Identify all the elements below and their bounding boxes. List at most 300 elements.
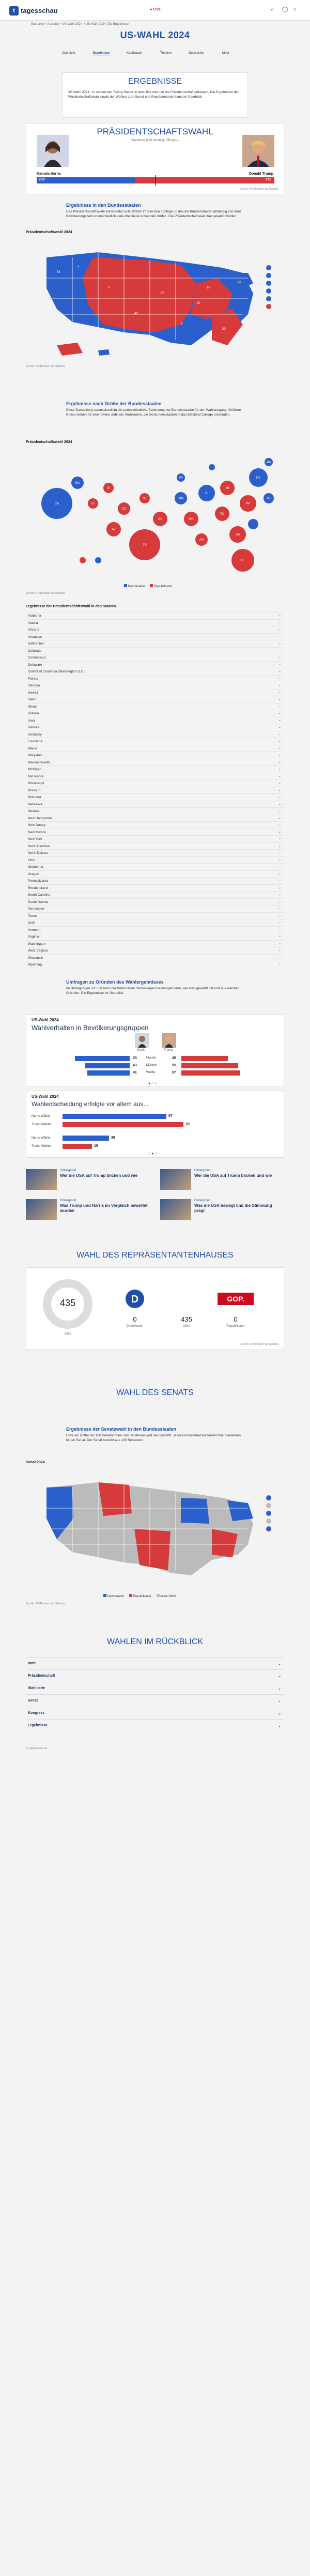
state-name: Illinois [28,704,38,709]
senate-legend-d: Demokraten [107,1595,125,1598]
chevron-down-icon[interactable]: ⌄ [278,900,281,903]
tab-overview[interactable]: Übersicht [62,52,75,55]
state-row[interactable] [26,891,284,898]
state-row[interactable] [26,842,284,849]
related-title[interactable]: Was Trump und Harris im Vergleich bewertet wurden [60,1203,148,1213]
related-thumbnail[interactable] [160,1169,191,1190]
state-row[interactable] [26,933,284,940]
state-row[interactable] [26,682,284,688]
chevron-down-icon[interactable]: ⌄ [278,1712,281,1715]
state-row[interactable] [26,703,284,710]
chevron-down-icon[interactable]: ⌄ [278,774,281,778]
survey2-row-label: Trump-Wähler [32,1145,52,1148]
state-name: Iowa [28,718,35,723]
chevron-down-icon[interactable]: ⌄ [278,928,281,931]
state-row[interactable] [26,787,284,793]
state-row[interactable] [26,654,284,661]
bubble-chart[interactable] [26,447,284,581]
state-name: New Hampshire [28,816,52,820]
state-row[interactable] [26,773,284,779]
chevron-down-icon[interactable]: ⌄ [278,942,281,945]
state-name: New Jersey [28,823,45,827]
page-title: US-WAHL 2024 [120,30,190,40]
state-name: Kentucky [28,732,42,737]
state-name: Pennsylvania [28,879,48,883]
state-row[interactable] [26,877,284,884]
president-widget [26,123,284,194]
related-thumbnail[interactable] [26,1199,57,1220]
state-row[interactable] [26,905,284,912]
chevron-down-icon[interactable]: ⌄ [278,907,281,910]
svg-text:28: 28 [238,281,241,284]
survey2-value: 30 [111,1136,115,1140]
survey2-row-label: Harris-Wähler [32,1115,51,1118]
survey2-bar [63,1114,166,1119]
us-map-senate[interactable] [26,1467,284,1591]
state-name: South Dakota [28,900,49,904]
breadcrumb[interactable]: Startseite > Ausland > US-Wahl 2024 > US-Wahl 2024: Die Ergebnisse [31,23,129,26]
survey2-bar [63,1136,109,1141]
svg-text:UT: UT [91,502,95,505]
state-name: Delaware [28,663,42,667]
survey1-right-bar [181,1063,238,1068]
tab-history[interactable]: Geschichte [189,52,205,55]
senate-heading: WAHL DES SENATS [116,1388,194,1397]
state-row[interactable] [26,815,284,821]
state-name: Hawaii [28,691,38,695]
chevron-down-icon[interactable]: ⌄ [278,628,281,631]
chevron-down-icon[interactable]: ⌄ [278,921,281,924]
state-name: Alabama [28,614,41,618]
state-row[interactable] [26,779,284,786]
related-title[interactable]: Wer die USA auf Trump blicken und wie [60,1173,138,1178]
map-text: Das Präsidentschaftswahl entscheidet sich letztlich im Electoral College, in das die Bundesstaaten abhängig von ihrer Bevölkerungszahl unterschiedlich viele Wahlleute entsenden dürfen. Die Präsidentschaftswahl hat gewählt werden. [66,210,241,218]
state-name: Massachusetts [28,760,51,764]
survey1-pager[interactable]: ● ○ ○ [148,1082,157,1085]
svg-text:TX: TX [143,544,147,547]
svg-text:TN: TN [220,513,224,516]
threshold-line [155,175,156,186]
state-row[interactable] [26,926,284,933]
state-name: North Dakota [28,851,48,855]
state-row[interactable] [26,668,284,674]
senate-legend [103,1594,176,1598]
chevron-down-icon[interactable]: ⌄ [278,865,281,868]
chevron-down-icon[interactable]: ⌄ [278,844,281,848]
review-row[interactable] [26,1657,284,1669]
state-row[interactable] [26,765,284,772]
related-article[interactable] [160,1169,284,1195]
state-name: South Carolina [28,893,50,897]
state-name: Washington [28,942,46,946]
state-row[interactable] [26,863,284,870]
related-title[interactable]: Was die USA bewegt und die Stimmung prägt [194,1203,272,1213]
review-row[interactable] [26,1694,284,1707]
related-thumbnail[interactable] [160,1199,191,1220]
related-thumbnail[interactable] [26,1169,57,1190]
state-name: Arkansas [28,635,42,639]
survey1-title: Wahlverhalten in Bevölkerungsgruppen [32,1024,149,1032]
state-row[interactable] [26,829,284,835]
review-row-label: Präsidentschaft [28,1674,55,1678]
state-row[interactable] [26,724,284,730]
survey1-left-value: 53 [133,1056,137,1060]
president-subtitle: Wahlleute (270 benötigt, 538 ges.) [131,139,179,142]
state-row[interactable] [26,849,284,856]
footer-note: © tagesschau.de [26,1747,48,1750]
state-row[interactable] [26,696,284,702]
search-icon[interactable]: ⌕ [271,7,274,12]
review-row[interactable] [26,1682,284,1694]
tab-bar [62,52,248,59]
live-badge[interactable]: ● LIVE [150,8,161,11]
state-row[interactable] [26,835,284,842]
review-row[interactable] [26,1669,284,1682]
survey1-row-label: Weiße [146,1071,156,1074]
related-title[interactable]: Wer die USA auf Trump blicken und wie [194,1173,272,1178]
chevron-down-icon[interactable]: ⌄ [278,677,281,680]
chevron-down-icon[interactable]: ⌄ [278,1699,281,1703]
state-row[interactable] [26,675,284,682]
candidate-left-photo [37,135,69,167]
svg-text:GA: GA [235,533,240,536]
svg-text:MO: MO [189,518,194,521]
svg-text:WA: WA [75,482,80,485]
state-row[interactable] [26,647,284,654]
chevron-down-icon[interactable]: ⌄ [278,963,281,966]
state-name: Wyoming [28,963,42,967]
svg-text:AZ: AZ [112,528,116,531]
chevron-down-icon[interactable]: ⌄ [278,621,281,624]
house-total: 435 [59,1298,76,1308]
state-row[interactable] [26,856,284,863]
state-row[interactable] [26,745,284,752]
state-name: Montana [28,795,41,799]
state-row[interactable] [26,640,284,647]
svg-text:FL: FL [241,559,245,562]
logo-text[interactable]: tagesschau [21,7,58,14]
chevron-down-icon[interactable]: ⌄ [278,914,281,917]
svg-text:MI: MI [225,487,229,490]
menu-icon[interactable]: ≡ [293,7,297,12]
state-row[interactable] [26,807,284,814]
chevron-down-icon[interactable]: ⌄ [278,802,281,806]
state-name: West Virginia [28,949,48,953]
state-row[interactable] [26,821,284,828]
survey2-value: 67 [168,1114,173,1118]
bubble-legend [124,584,172,588]
survey1-right-bar [181,1070,240,1076]
chevron-down-icon[interactable]: ⌄ [278,726,281,729]
state-row[interactable] [26,919,284,926]
state-name: Missouri [28,788,41,792]
survey1-left-bar [87,1070,130,1076]
harris-value: 226 [39,178,45,181]
survey1-left-bar [75,1056,130,1061]
senate-text: Etwa ein Drittel der 100 Senatorinnen und Senatoren wird neu gewählt. Jeder Bundesstaat entsendet zwei Senatoren in den Senat. Der Senat besteht aus 100 Senatoren. [66,1434,241,1442]
chevron-down-icon[interactable]: ⌄ [278,879,281,882]
chevron-down-icon[interactable]: ⌄ [278,823,281,826]
svg-text:16: 16 [207,286,210,289]
chevron-down-icon[interactable]: ⌄ [278,795,281,799]
survey-text: Im Befragungen vor und nach der Wahl haben Demoskopen herausgefunden, wer wen gewählt hat und aus welchen Gründen. Die Ergebnisse im Überblick. [66,987,240,995]
svg-text:NE: NE [142,497,147,500]
state-name: Idaho [28,698,37,701]
svg-text:WI: WI [179,477,183,480]
state-name: Wisconsin [28,956,43,960]
svg-text:CA: CA [54,502,59,505]
svg-text:54: 54 [57,271,60,274]
trump-value: 312 [265,178,271,181]
chevron-down-icon[interactable]: ⌄ [278,949,281,952]
chevron-down-icon[interactable]: ⌄ [278,816,281,820]
state-row[interactable] [26,731,284,738]
results-intro [62,72,248,118]
state-name: Georgia [28,684,40,687]
state-name: Florida [28,677,38,681]
chevron-down-icon[interactable]: ⌄ [278,760,281,764]
chevron-down-icon[interactable]: ⌄ [278,837,281,840]
svg-text:IL: IL [205,492,208,495]
survey1-left-bar [85,1063,130,1068]
state-name: Oregon [28,872,39,876]
state-name: North Carolina [28,844,50,848]
state-name: Maryland [28,754,42,757]
legend-r-label: Republikaner [153,585,173,588]
chevron-down-icon[interactable]: ⌄ [278,1675,281,1678]
chevron-down-icon[interactable]: ⌄ [278,614,281,617]
bubble-title: Präsidentschaftswahl 2024 [26,440,72,444]
state-row[interactable] [26,717,284,724]
state-row[interactable] [26,689,284,696]
chevron-down-icon[interactable]: ⌄ [278,886,281,890]
chevron-down-icon[interactable]: ⌄ [278,635,281,638]
chevron-down-icon[interactable]: ⌄ [278,704,281,708]
chevron-down-icon[interactable]: ⌄ [278,1662,281,1666]
svg-text:D: D [131,1294,139,1305]
chevron-down-icon[interactable]: ⌄ [278,851,281,854]
chevron-down-icon[interactable]: ⌄ [278,781,281,785]
chevron-down-icon[interactable]: ⌄ [278,698,281,701]
survey2-kicker: US-Wahl 2024 [32,1094,59,1099]
chevron-down-icon[interactable]: ⌄ [278,754,281,757]
svg-text:6: 6 [181,323,183,326]
tab-more[interactable]: Mehr [222,52,229,55]
bubble-heading: Ergebnisse nach Größe der Bundesstaaten [66,401,162,406]
chevron-down-icon[interactable]: ⌄ [278,1724,281,1728]
senate-legend-r-swatch [129,1594,132,1597]
state-name: Indiana [28,712,39,715]
header-icons [271,7,302,14]
state-name: Louisiana [28,740,42,743]
senate-legend-n: keine Wahl [160,1595,176,1598]
chevron-down-icon[interactable]: ⌄ [278,858,281,862]
legend-d-label: Demokraten [128,585,145,588]
house-open-value: 435 [181,1315,192,1323]
survey1-right-bar [181,1056,228,1061]
house-heading: WAHL DES REPRÄSENTANTENHAUSES [76,1251,234,1260]
state-name: Connecticut [28,656,46,660]
survey2-bar [63,1144,92,1149]
state-row[interactable] [26,884,284,891]
chevron-down-icon[interactable]: ⌄ [278,684,281,687]
state-row[interactable] [26,710,284,716]
house-open-label: offen [183,1325,190,1328]
state-name: Oklahoma [28,865,43,869]
state-row[interactable] [26,801,284,807]
trump-bar [135,177,274,183]
results-heading: ERGEBNISSE [128,77,182,86]
tab-topics[interactable]: Themen [160,52,172,55]
tab-results[interactable]: Ergebnisse [93,52,110,55]
state-name: Utah [28,921,35,925]
svg-text:PA: PA [246,502,250,505]
state-name: Texas [28,914,37,918]
review-row-label: Kongress [28,1711,45,1715]
review-row-label: Wahlkarte [28,1686,45,1690]
chevron-down-icon[interactable]: ⌄ [278,649,281,652]
legend-r-swatch [150,584,153,587]
house-r-value: 0 [234,1315,238,1323]
state-row[interactable] [26,633,284,640]
survey-card-1 [26,1014,284,1086]
survey1-right-value: 55 [172,1064,176,1067]
svg-text:10: 10 [160,292,164,295]
senate-map-title: Senat 2024 [26,1461,45,1464]
state-row[interactable] [26,898,284,905]
state-name: New York [28,837,42,841]
us-map-president[interactable] [26,237,284,361]
state-name: Nebraska [28,802,42,806]
chevron-down-icon[interactable]: ⌄ [278,830,281,834]
survey2-pager[interactable]: ○ ● ○ [148,1152,157,1156]
state-row[interactable] [26,752,284,758]
svg-text:NJ: NJ [267,497,271,500]
state-name: Nevada [28,809,40,813]
related-article[interactable] [26,1169,150,1195]
svg-text:MA: MA [266,461,271,464]
chevron-down-icon[interactable]: ⌄ [278,788,281,792]
user-icon[interactable]: ◯ [282,7,288,12]
svg-text:CO: CO [121,508,127,511]
state-name: Minnesota [28,774,43,778]
survey2-value: 78 [185,1123,190,1126]
review-row[interactable] [26,1719,284,1731]
results-intro-text: US-Wahl 2024 - In sieben der 'Swing States' in den USA wird um die Präsidentschaft gekämpft. Die Ergebnisse der Präsidentschaftswahl sowie der Wahlen zum Senat und Repräsentantenhaus im Überblick. [68,90,239,99]
survey1-left-value: 41 [133,1071,137,1075]
state-row[interactable] [26,947,284,954]
senate-legend-d-swatch [103,1594,106,1597]
senate-subheading: Ergebnisse der Senatswahl in den Bundesstaaten [66,1427,177,1432]
chevron-down-icon[interactable]: ⌄ [278,1687,281,1691]
chevron-down-icon[interactable]: ⌄ [278,691,281,694]
survey2-row-label: Trump-Wähler [32,1123,52,1126]
chevron-down-icon[interactable]: ⌄ [278,656,281,659]
state-row[interactable] [26,793,284,800]
gop-logo: GOP. [218,1293,254,1305]
state-name: Michigan [28,768,42,771]
chevron-down-icon[interactable]: ⌄ [278,663,281,666]
svg-text:15: 15 [196,302,200,305]
review-row[interactable] [26,1707,284,1719]
related-kicker: Hintergrund [194,1169,211,1172]
candidate-right-name: Donald Trump [249,172,273,176]
senate-source: Quelle: AP/Reuters via Statista [26,1602,65,1605]
state-name: Vermont [28,928,41,932]
house-widget [26,1267,284,1350]
survey-card-2 [26,1091,284,1158]
state-row[interactable] [26,612,284,619]
chevron-down-icon[interactable]: ⌄ [278,935,281,938]
house-d-value: 0 [133,1315,137,1323]
logo-mark[interactable]: t [9,6,19,16]
democrat-logo [125,1289,145,1309]
state-name: Kalifornien [28,642,44,646]
state-row[interactable] [26,954,284,961]
state-name: Colorado [28,649,42,653]
chevron-down-icon[interactable]: ⌄ [278,740,281,743]
svg-text:30: 30 [222,328,226,331]
related-kicker: Hintergrund [60,1169,76,1172]
state-row[interactable] [26,626,284,633]
state-name: Rhode Island [28,886,48,890]
tab-candidates[interactable]: Kandidaten [127,52,143,55]
svg-text:ID: ID [107,487,110,490]
chevron-down-icon[interactable]: ⌄ [278,956,281,959]
map-title: Präsidentschaftswahl 2024 [26,231,72,234]
chevron-down-icon[interactable]: ⌄ [278,746,281,750]
survey2-row-label: Harris-Wähler [32,1137,51,1140]
chevron-down-icon[interactable]: ⌄ [278,768,281,771]
related-article[interactable] [160,1199,284,1225]
senate-legend-n-swatch [157,1594,160,1597]
state-name: Ohio [28,858,35,862]
chevron-down-icon[interactable]: ⌄ [278,642,281,645]
chevron-down-icon[interactable]: ⌄ [278,732,281,736]
svg-text:4: 4 [78,266,80,269]
survey1-right-value: 45 [172,1056,176,1060]
state-row[interactable] [26,940,284,947]
state-row[interactable] [26,738,284,744]
state-row[interactable] [26,961,284,968]
review-heading: WAHLEN IM RÜCKBLICK [106,1637,204,1646]
related-kicker: Hintergrund [194,1199,211,1202]
state-row[interactable] [26,870,284,877]
chevron-down-icon[interactable]: ⌄ [278,809,281,812]
state-row[interactable] [26,661,284,668]
chevron-down-icon[interactable]: ⌄ [278,718,281,722]
svg-text:NY: NY [256,477,261,480]
state-row[interactable] [26,759,284,765]
chevron-down-icon[interactable]: ⌄ [278,893,281,896]
survey2-bar [63,1122,183,1127]
svg-text:40: 40 [134,312,138,315]
related-kicker: Hintergrund [60,1199,76,1202]
related-article[interactable] [26,1199,150,1225]
survey2-value: 19 [94,1144,98,1148]
survey1-right-value: 57 [172,1071,176,1075]
chevron-down-icon[interactable]: ⌄ [278,872,281,876]
chevron-down-icon[interactable]: ⌄ [278,670,281,673]
state-row[interactable] [26,912,284,919]
state-row[interactable] [26,619,284,626]
map-source: Quelle: AP/Reuters via Statista [26,365,65,368]
survey1-left-label: Harris [137,1049,145,1052]
svg-text:MN: MN [178,497,183,500]
bubble-text: Diese Darstellung veranschaulicht die unterschiedliche Bedeutung der Bundesstaaten für den Wahlausgang. Größere Kreise stehen für eine höhere Zahl von Wahlleuten, die die Bundesstaaten in das Electoral College entsenden. [66,408,241,417]
chevron-down-icon[interactable]: ⌄ [278,712,281,715]
survey1-harris-icon [135,1033,149,1048]
